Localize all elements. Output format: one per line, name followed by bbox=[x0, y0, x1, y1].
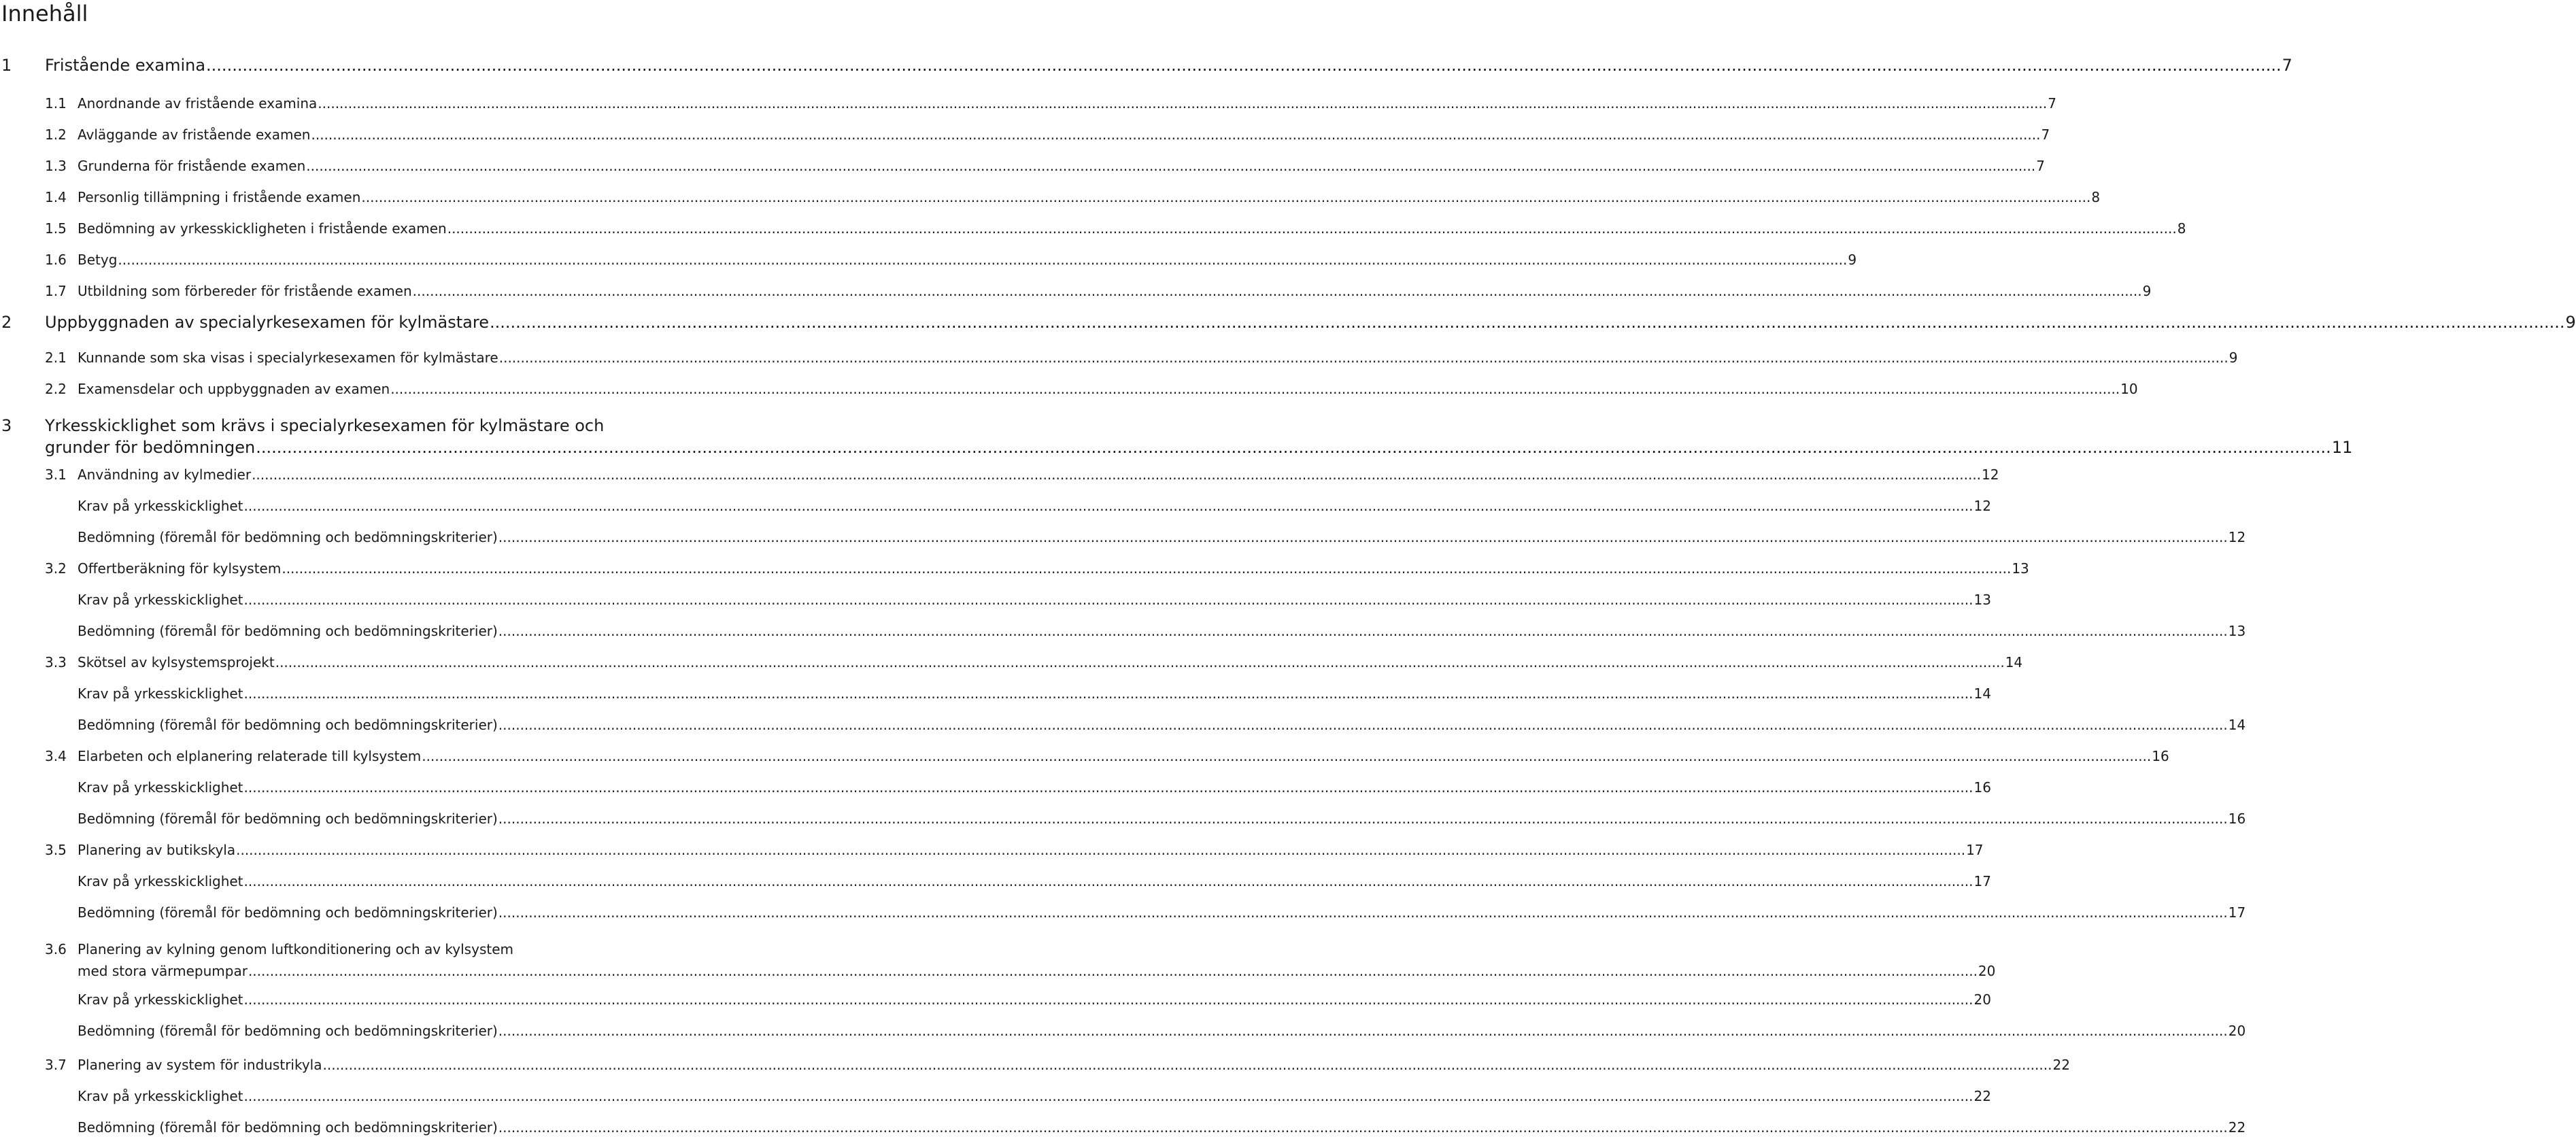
toc-entry[interactable] bbox=[0, 413, 2353, 460]
dot-leader: ................................................................................................................................................................................................................................................................................................................................................................................................................ bbox=[118, 252, 1848, 268]
toc-entry-page-number: 8 bbox=[2177, 220, 2186, 237]
toc-entry-page-number: 17 bbox=[2228, 904, 2246, 921]
dot-leader: ................................................................................................................................................................................................................................................................................................................................................................................................................ bbox=[256, 438, 2331, 457]
toc-entry[interactable] bbox=[0, 345, 2238, 370]
toc-entry-page-number: 7 bbox=[2282, 56, 2292, 75]
toc-entry-number: 1.3 bbox=[45, 158, 67, 174]
toc-entry[interactable] bbox=[0, 494, 1991, 518]
toc-entry-title[interactable]: Bedömning (föremål för bedömning och bedömningskriterier) bbox=[78, 1023, 498, 1039]
dot-leader: ................................................................................................................................................................................................................................................................................................................................................................................................................ bbox=[390, 381, 2120, 397]
toc-entry[interactable] bbox=[0, 377, 2138, 401]
toc-entry[interactable] bbox=[0, 310, 2576, 335]
toc-entry-title[interactable]: Offertberäkning för kylsystem bbox=[78, 560, 282, 577]
toc-entry-page-number: 12 bbox=[2228, 529, 2246, 545]
toc-entry[interactable] bbox=[0, 1019, 2246, 1043]
toc-entry-page-number: 14 bbox=[2005, 654, 2023, 670]
dot-leader: ................................................................................................................................................................................................................................................................................................................................................................................................................ bbox=[275, 654, 2005, 670]
dot-leader: ................................................................................................................................................................................................................................................................................................................................................................................................................ bbox=[282, 560, 2012, 577]
toc-entry[interactable] bbox=[0, 122, 2050, 147]
dot-leader: ................................................................................................................................................................................................................................................................................................................................................................................................................ bbox=[498, 811, 2228, 827]
toc-entry-number: 3 bbox=[1, 416, 12, 435]
toc-entry-page-number: 14 bbox=[1973, 685, 1991, 702]
toc-entry-page-number: 17 bbox=[1966, 842, 1984, 858]
toc-entry[interactable] bbox=[0, 1115, 2246, 1140]
toc-entry[interactable] bbox=[0, 987, 1991, 1012]
toc-entry-number: 1 bbox=[1, 56, 12, 75]
toc-entry-title[interactable]: Krav på yrkesskicklighet bbox=[78, 498, 243, 514]
toc-entry-page-number: 9 bbox=[1848, 252, 1857, 268]
toc-entry[interactable] bbox=[0, 216, 2186, 241]
toc-entry-title[interactable]: Bedömning (föremål för bedömning och bedömningskriterier) bbox=[78, 623, 498, 639]
dot-leader: ................................................................................................................................................................................................................................................................................................................................................................................................................ bbox=[243, 779, 1973, 796]
toc-entry-page-number: 22 bbox=[2052, 1057, 2070, 1073]
toc-entry[interactable] bbox=[0, 248, 1857, 272]
toc-entry-title-line1: Yrkesskicklighet som krävs i specialyrkesexamen för kylmästare och bbox=[45, 416, 605, 435]
toc-entry[interactable] bbox=[0, 650, 2023, 675]
dot-leader: ................................................................................................................................................................................................................................................................................................................................................................................................................ bbox=[311, 126, 2041, 143]
toc-entry-number: 3.7 bbox=[45, 1057, 67, 1073]
toc-entry[interactable] bbox=[0, 619, 2246, 643]
toc-entry-title[interactable]: Elarbeten och elplanering relaterade till kylsystem bbox=[78, 748, 422, 764]
toc-entry-title[interactable]: Kunnande som ska visas i specialyrkesexamen för kylmästare bbox=[78, 350, 498, 366]
toc-entry[interactable] bbox=[0, 525, 2246, 549]
toc-entry-page-number: 13 bbox=[1973, 592, 1991, 608]
toc-entry-page-number: 11 bbox=[2331, 438, 2353, 457]
toc-entry-title[interactable]: Planering av butikskyla bbox=[78, 842, 236, 858]
toc-entry-page-number: 7 bbox=[2048, 95, 2056, 112]
toc-entry-page-number: 8 bbox=[2091, 189, 2101, 205]
toc-entry-number: 3.6 bbox=[45, 941, 67, 957]
toc-entry-title[interactable]: Anordnande av fristående examina bbox=[78, 95, 318, 112]
toc-entry-page-number: 20 bbox=[1978, 963, 1996, 979]
toc-entry-title[interactable]: Bedömning (föremål för bedömning och bedömningskriterier) bbox=[78, 811, 498, 827]
toc-entry[interactable] bbox=[0, 869, 1991, 893]
toc-entry-page-number: 9 bbox=[2228, 350, 2238, 366]
toc-entry-number: 3.1 bbox=[45, 466, 67, 483]
toc-entry-page-number: 16 bbox=[1973, 779, 1991, 796]
toc-entry[interactable] bbox=[0, 556, 2029, 581]
toc-entry-number: 2.2 bbox=[45, 381, 67, 397]
toc-entry-page-number: 7 bbox=[2041, 126, 2050, 143]
toc-entry-title[interactable]: Personlig tillämpning i fristående examen bbox=[78, 189, 361, 205]
page-title: Innehåll bbox=[1, 1, 88, 27]
toc-entry-page-number: 22 bbox=[2228, 1119, 2246, 1136]
toc-entry-title[interactable]: Avläggande av fristående examen bbox=[78, 126, 311, 143]
dot-leader: ................................................................................................................................................................................................................................................................................................................................................................................................................ bbox=[252, 466, 1982, 483]
toc-entry-page-number: 13 bbox=[2012, 560, 2029, 577]
toc-entry-title[interactable]: Krav på yrkesskicklighet bbox=[78, 685, 243, 702]
toc-entry[interactable] bbox=[0, 806, 2246, 831]
dot-leader: ................................................................................................................................................................................................................................................................................................................................................................................................................ bbox=[498, 350, 2228, 366]
toc-entry[interactable] bbox=[0, 154, 2045, 178]
toc-entry-number: 1.1 bbox=[45, 95, 67, 112]
dot-leader: ................................................................................................................................................................................................................................................................................................................................................................................................................ bbox=[243, 685, 1973, 702]
toc-entry-number: 3.2 bbox=[45, 560, 67, 577]
toc-entry-page-number: 7 bbox=[2036, 158, 2045, 174]
dot-leader: ................................................................................................................................................................................................................................................................................................................................................................................................................ bbox=[361, 189, 2091, 205]
toc-entry-page-number: 16 bbox=[2152, 748, 2169, 764]
dot-leader: ................................................................................................................................................................................................................................................................................................................................................................................................................ bbox=[498, 1119, 2228, 1136]
toc-entry[interactable] bbox=[0, 53, 2292, 78]
toc-entry-title[interactable]: med stora värmepumpar bbox=[78, 963, 248, 979]
toc-entry-title[interactable]: Uppbyggnaden av specialyrkesexamen för kylmästare bbox=[45, 313, 489, 332]
toc-entry-number: 1.7 bbox=[45, 283, 67, 299]
dot-leader: ................................................................................................................................................................................................................................................................................................................................................................................................................ bbox=[498, 717, 2228, 733]
toc-entry-page-number: 9 bbox=[2565, 313, 2576, 332]
toc-entry[interactable] bbox=[0, 587, 1991, 612]
toc-entry-number: 1.5 bbox=[45, 220, 67, 237]
toc-entry[interactable] bbox=[0, 462, 1999, 487]
toc-entry-number: 1.6 bbox=[45, 252, 67, 268]
toc-entry-page-number: 9 bbox=[2142, 283, 2152, 299]
dot-leader: ................................................................................................................................................................................................................................................................................................................................................................................................................ bbox=[498, 1023, 2228, 1039]
dot-leader: ................................................................................................................................................................................................................................................................................................................................................................................................................ bbox=[236, 842, 1966, 858]
toc-entry-title[interactable]: Bedömning (föremål för bedömning och bedömningskriterier) bbox=[78, 904, 498, 921]
dot-leader: ................................................................................................................................................................................................................................................................................................................................................................................................................ bbox=[306, 158, 2036, 174]
toc-entry-page-number: 17 bbox=[1973, 873, 1991, 889]
toc-entry[interactable] bbox=[0, 279, 2152, 303]
dot-leader: ................................................................................................................................................................................................................................................................................................................................................................................................................ bbox=[322, 1057, 2052, 1073]
toc-entry-title[interactable]: Bedömning (föremål för bedömning och bedömningskriterier) bbox=[78, 529, 498, 545]
dot-leader: ................................................................................................................................................................................................................................................................................................................................................................................................................ bbox=[243, 592, 1973, 608]
toc-entry[interactable] bbox=[0, 900, 2246, 925]
toc-entry-title[interactable]: Krav på yrkesskicklighet bbox=[78, 1088, 243, 1104]
toc-entry-page-number: 12 bbox=[1982, 466, 1999, 483]
dot-leader: ................................................................................................................................................................................................................................................................................................................................................................................................................ bbox=[422, 748, 2152, 764]
toc-entry-title[interactable]: Bedömning av yrkesskickligheten i fristående examen bbox=[78, 220, 447, 237]
toc-entry-page-number: 12 bbox=[1973, 498, 1991, 514]
toc-entry-number: 3.4 bbox=[45, 748, 67, 764]
toc-entry-number: 2.1 bbox=[45, 350, 67, 366]
toc-entry-title[interactable]: Fristående examina bbox=[45, 56, 206, 75]
toc-entry-title-line1: Planering av kylning genom luftkonditionering och av kylsystem bbox=[78, 941, 513, 957]
toc-entry-title[interactable]: Krav på yrkesskicklighet bbox=[78, 991, 243, 1008]
toc-entry[interactable] bbox=[0, 775, 1991, 800]
dot-leader: ................................................................................................................................................................................................................................................................................................................................................................................................................ bbox=[318, 95, 2048, 112]
dot-leader: ................................................................................................................................................................................................................................................................................................................................................................................................................ bbox=[498, 529, 2228, 545]
toc-entry-page-number: 20 bbox=[1973, 991, 1991, 1008]
toc-entry-title[interactable]: Grunderna för fristående examen bbox=[78, 158, 306, 174]
dot-leader: ................................................................................................................................................................................................................................................................................................................................................................................................................ bbox=[498, 904, 2228, 921]
dot-leader: ................................................................................................................................................................................................................................................................................................................................................................................................................ bbox=[489, 313, 2565, 332]
toc-entry[interactable] bbox=[0, 185, 2101, 209]
toc-entry-number: 3.5 bbox=[45, 842, 67, 858]
dot-leader: ................................................................................................................................................................................................................................................................................................................................................................................................................ bbox=[243, 1088, 1973, 1104]
toc-entry-title[interactable]: Bedömning (föremål för bedömning och bedömningskriterier) bbox=[78, 717, 498, 733]
toc-entry-title[interactable]: Bedömning (föremål för bedömning och bedömningskriterier) bbox=[78, 1119, 498, 1136]
toc-entry-page-number: 16 bbox=[2228, 811, 2246, 827]
dot-leader: ................................................................................................................................................................................................................................................................................................................................................................................................................ bbox=[498, 623, 2228, 639]
dot-leader: ................................................................................................................................................................................................................................................................................................................................................................................................................ bbox=[447, 220, 2177, 237]
toc-entry[interactable] bbox=[0, 744, 2169, 768]
toc-entry-title[interactable]: Betyg bbox=[78, 252, 118, 268]
toc-entry-page-number: 20 bbox=[2228, 1023, 2246, 1039]
toc-entry-number: 1.2 bbox=[45, 126, 67, 143]
toc-entry-title[interactable]: Krav på yrkesskicklighet bbox=[78, 592, 243, 608]
toc-entry-number: 1.4 bbox=[45, 189, 67, 205]
toc-entry[interactable] bbox=[0, 681, 1991, 706]
toc-entry-title[interactable]: Skötsel av kylsystemsprojekt bbox=[78, 654, 275, 670]
toc-entry-page-number: 22 bbox=[1973, 1088, 1991, 1104]
toc-entry-page-number: 13 bbox=[2228, 623, 2246, 639]
toc-entry-title[interactable]: Utbildning som förbereder för fristående examen bbox=[78, 283, 412, 299]
toc-entry-title[interactable]: Examensdelar och uppbyggnaden av examen bbox=[78, 381, 390, 397]
toc-entry-page-number: 14 bbox=[2228, 717, 2246, 733]
toc-entry-number: 3.3 bbox=[45, 654, 67, 670]
toc-entry[interactable] bbox=[0, 1053, 2070, 1077]
toc-entry-title[interactable]: Planering av system för industrikyla bbox=[78, 1057, 322, 1073]
toc-entry[interactable] bbox=[0, 937, 1996, 983]
toc-entry[interactable] bbox=[0, 1084, 1991, 1108]
dot-leader: ................................................................................................................................................................................................................................................................................................................................................................................................................ bbox=[243, 991, 1973, 1008]
dot-leader: ................................................................................................................................................................................................................................................................................................................................................................................................................ bbox=[206, 56, 2282, 75]
toc-entry-title[interactable]: grunder för bedömningen bbox=[45, 438, 256, 457]
toc-entry[interactable] bbox=[0, 838, 1984, 862]
toc-entry-title[interactable]: Krav på yrkesskicklighet bbox=[78, 779, 243, 796]
toc-entry-title[interactable]: Användning av kylmedier bbox=[78, 466, 252, 483]
dot-leader: ................................................................................................................................................................................................................................................................................................................................................................................................................ bbox=[248, 963, 1978, 979]
dot-leader: ................................................................................................................................................................................................................................................................................................................................................................................................................ bbox=[243, 498, 1973, 514]
toc-entry[interactable] bbox=[0, 91, 2056, 116]
toc-entry[interactable] bbox=[0, 713, 2246, 737]
dot-leader: ................................................................................................................................................................................................................................................................................................................................................................................................................ bbox=[412, 283, 2142, 299]
dot-leader: ................................................................................................................................................................................................................................................................................................................................................................................................................ bbox=[243, 873, 1973, 889]
toc-entry-page-number: 10 bbox=[2120, 381, 2138, 397]
toc-entry-number: 2 bbox=[1, 313, 12, 332]
toc-entry-title[interactable]: Krav på yrkesskicklighet bbox=[78, 873, 243, 889]
